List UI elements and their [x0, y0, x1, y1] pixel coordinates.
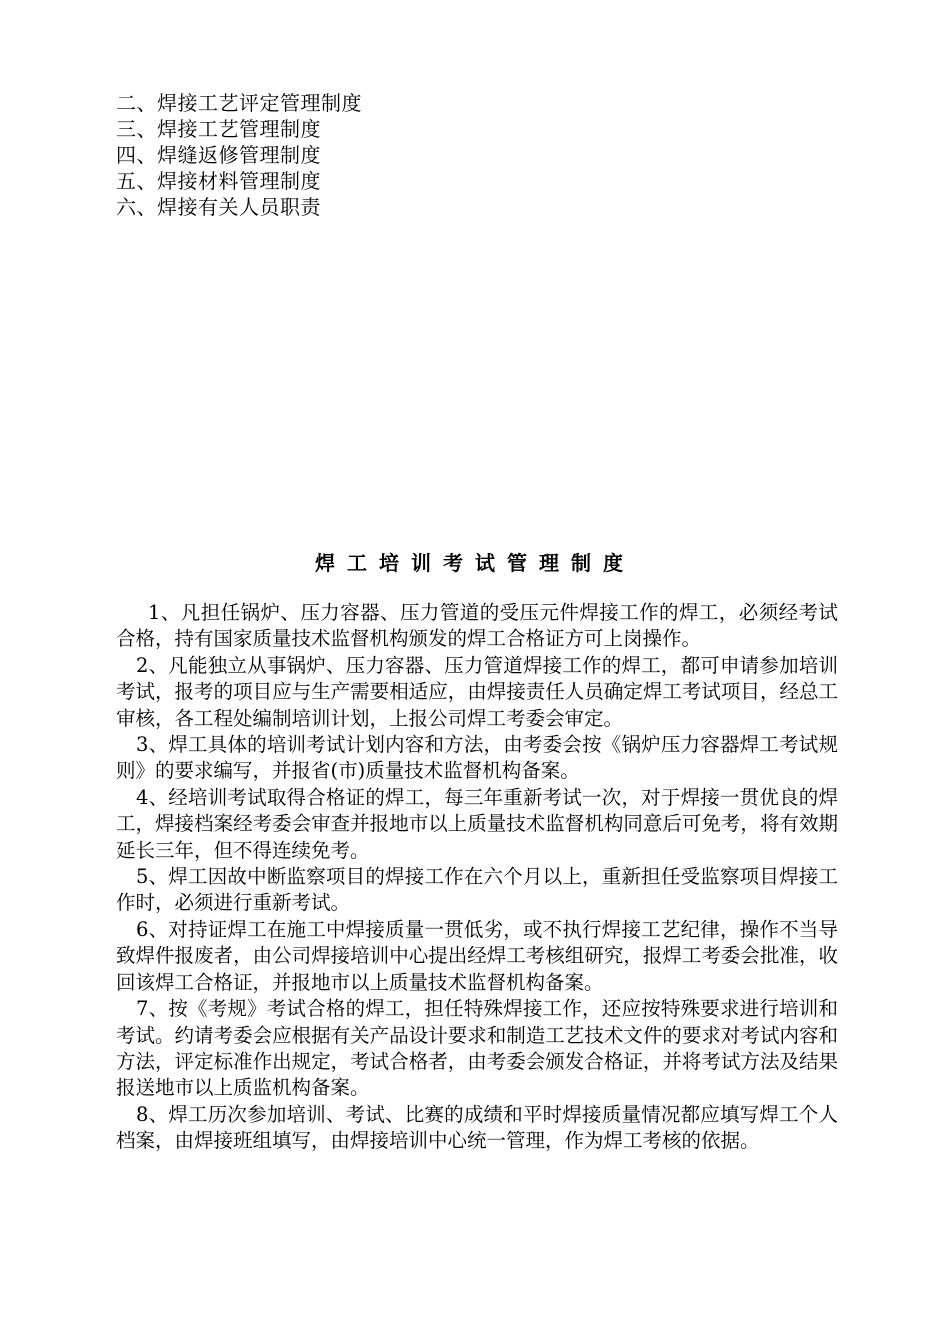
regulation-clause-8: 8、焊工历次参加培训、考试、比赛的成绩和平时焊接质量情况都应填写焊工个人档案，由焊接班组填写，由焊接培训中心统一管理，作为焊工考核的依据。 — [116, 1102, 838, 1153]
regulation-body — [116, 600, 838, 1155]
regulation-clause-1: 1、凡担任锅炉、压力容器、压力管道的受压元件焊接工作的焊工，必须经考试合格，持有国家质量技术监督机构颁发的焊工合格证方可上岗操作。 — [116, 601, 838, 651]
contents-item: 五、焊接材料管理制度 — [116, 169, 321, 193]
contents-item: 二、焊接工艺评定管理制度 — [116, 91, 362, 115]
document-title: 焊工培训考试管理制度 — [315, 551, 635, 575]
regulation-clause-2: 2、凡能独立从事锅炉、压力容器、压力管道焊接工作的焊工，都可申请参加培训考试，报考的项目应与生产需要相适应，由焊接责任人员确定焊工考试项目，经总工审核，各工程处编制培训计划，上报公司焊工考委会审定。 — [116, 653, 838, 730]
regulation-clause-5: 5、焊工因故中断监察项目的焊接工作在六个月以上，重新担任受监察项目焊接工作时，必须进行重新考试。 — [116, 865, 838, 915]
regulation-clause-4: 4、经培训考试取得合格证的焊工，每三年重新考试一次，对于焊接一贯优良的焊工，焊接档案经考委会审查并报地市以上质量技术监督机构同意后可免考，将有效期延长三年，但不得连续免考。 — [116, 785, 838, 862]
contents-item: 六、焊接有关人员职责 — [116, 195, 321, 219]
contents-list — [116, 90, 816, 220]
contents-item: 四、焊缝返修管理制度 — [116, 143, 321, 167]
contents-item: 三、焊接工艺管理制度 — [116, 117, 321, 141]
regulation-clause-6: 6、对持证焊工在施工中焊接质量一贯低劣，或不执行焊接工艺纪律，操作不当导致焊件报废者，由公司焊接培训中心提出经焊工考核组研究，报焊工考委会批准，收回该焊工合格证，并报地市以上质量技术监督机构备案。 — [116, 917, 838, 994]
regulation-clause-7: 7、按《考规》考试合格的焊工，担任特殊焊接工作，还应按特殊要求进行培训和考试。约请考委会应根据有关产品设计要求和制造工艺技术文件的要求对考试内容和方法，评定标准作出规定，考试合格者，由考委会颁发合格证，并将考试方法及结果报送地市以上质监机构备案。 — [116, 997, 838, 1100]
regulation-clause-3: 3、焊工具体的培训考试计划内容和方法，由考委会按《锅炉压力容器焊工考试规则》的要求编写，并报省(市)质量技术监督机构备案。 — [116, 733, 838, 783]
